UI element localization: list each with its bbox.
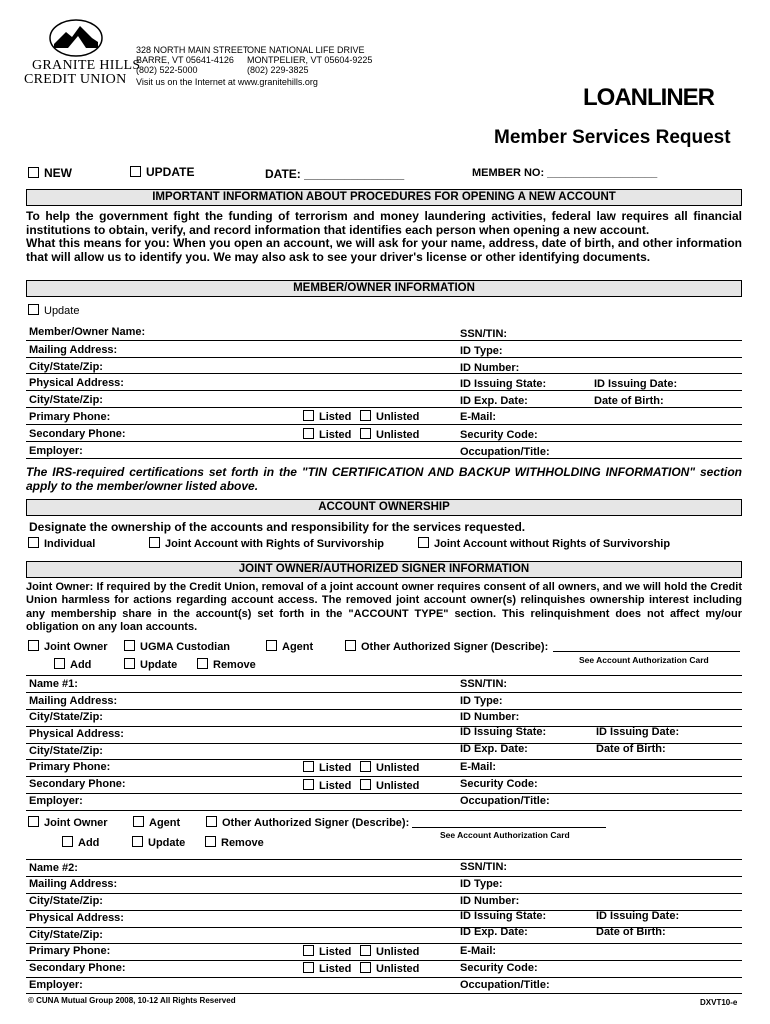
- primary-phone-label: Primary Phone:: [29, 945, 111, 957]
- secondary-unlisted-checkbox[interactable]: Unlisted: [360, 962, 419, 975]
- update-checkbox[interactable]: Update: [132, 836, 185, 849]
- page-title: Member Services Request: [494, 127, 731, 148]
- secondary-phone-label: Secondary Phone:: [29, 778, 126, 790]
- checkbox-icon: [303, 428, 314, 439]
- checkbox-icon: [62, 836, 73, 847]
- remove-checkbox[interactable]: Remove: [205, 836, 264, 849]
- mailing-address-label: Mailing Address:: [29, 344, 118, 356]
- address1-line1: 328 NORTH MAIN STREET: [136, 45, 249, 55]
- mailing-address-label: Mailing Address:: [29, 878, 118, 890]
- irs-note: The IRS-required certifications set forth in the "TIN CERTIFICATION AND BACKUP WITHHOLDING INFORMATION" section apply to the member/owner listed above.: [26, 465, 742, 493]
- checkbox-icon: [28, 304, 39, 315]
- ownership-text: Designate the ownership of the accounts and responsibility for the services requested.: [29, 520, 526, 534]
- see-card-note: See Account Authorization Card: [440, 830, 570, 840]
- name2-label: Name #2:: [29, 862, 78, 874]
- address2-line3: (802) 229-3825: [247, 65, 309, 75]
- important-heading: IMPORTANT INFORMATION ABOUT PROCEDURES FOR OPENING A NEW ACCOUNT: [26, 189, 742, 206]
- checkbox-icon: [54, 658, 65, 669]
- id-number-label: ID Number:: [460, 711, 520, 723]
- checkbox-icon: [303, 962, 314, 973]
- id-number-label: ID Number:: [460, 895, 520, 907]
- joint-without-survivorship-checkbox[interactable]: Joint Account without Rights of Survivorship: [418, 537, 670, 550]
- secondary-listed-checkbox[interactable]: Listed: [303, 779, 351, 792]
- id-type-label: ID Type:: [460, 695, 503, 707]
- checkbox-icon: [206, 816, 217, 827]
- primary-listed-checkbox[interactable]: Listed: [303, 761, 351, 774]
- physical-address-label: Physical Address:: [29, 377, 124, 389]
- ssn-label: SSN/TIN:: [460, 678, 508, 690]
- id-issuing-date-label: ID Issuing Date:: [596, 910, 680, 922]
- name1-label: Name #1:: [29, 678, 78, 690]
- checkbox-icon: [133, 816, 144, 827]
- credit-union-logo: [48, 18, 104, 58]
- checkbox-icon: [303, 945, 314, 956]
- checkbox-icon: [149, 537, 160, 548]
- mailing-address-label: Mailing Address:: [29, 695, 118, 707]
- employer-label: Employer:: [29, 979, 83, 991]
- checkbox-icon: [266, 640, 277, 651]
- checkbox-icon: [345, 640, 356, 651]
- secondary-unlisted-checkbox[interactable]: Unlisted: [360, 779, 419, 792]
- id-type-label: ID Type:: [460, 345, 503, 357]
- loanliner-logo: LOANLINER: [583, 84, 714, 111]
- member-number-field[interactable]: MEMBER NO: __________________: [472, 167, 658, 179]
- agent-checkbox[interactable]: Agent: [266, 640, 313, 653]
- agent-checkbox[interactable]: Agent: [133, 816, 180, 829]
- joint-heading: JOINT OWNER/AUTHORIZED SIGNER INFORMATION: [26, 561, 742, 578]
- checkbox-icon: [360, 761, 371, 772]
- checkbox-icon: [360, 428, 371, 439]
- update-checkbox[interactable]: Update: [124, 658, 177, 671]
- add-checkbox[interactable]: Add: [54, 658, 91, 671]
- checkbox-icon: [360, 779, 371, 790]
- member-heading: MEMBER/OWNER INFORMATION: [26, 280, 742, 297]
- checkbox-icon: [28, 167, 39, 178]
- employer-label: Employer:: [29, 445, 83, 457]
- city-state-zip-label: City/State/Zip:: [29, 895, 103, 907]
- id-exp-date-label: ID Exp. Date:: [460, 926, 528, 938]
- primary-listed-checkbox[interactable]: Listed: [303, 945, 351, 958]
- checkbox-icon: [360, 945, 371, 956]
- checkbox-icon: [303, 410, 314, 421]
- city-state-zip-label: City/State/Zip:: [29, 711, 103, 723]
- copyright: © CUNA Mutual Group 2008, 10-12 All Rights Reserved: [28, 996, 236, 1005]
- primary-unlisted-checkbox[interactable]: Unlisted: [360, 410, 419, 423]
- other-signer-checkbox[interactable]: Other Authorized Signer (Describe):: [206, 816, 409, 829]
- security-code-label: Security Code:: [460, 962, 538, 974]
- id-exp-date-label: ID Exp. Date:: [460, 395, 528, 407]
- occupation-label: Occupation/Title:: [460, 446, 550, 458]
- add-checkbox[interactable]: Add: [62, 836, 99, 849]
- city-state-zip-label: City/State/Zip:: [29, 361, 103, 373]
- security-code-label: Security Code:: [460, 778, 538, 790]
- primary-listed-checkbox[interactable]: Listed: [303, 410, 351, 423]
- id-number-label: ID Number:: [460, 362, 520, 374]
- important-paragraph: To help the government fight the funding of terrorism and money laundering activities, federal law requires all financial institutions to obtain, verify, and record information that identifies each person when opening a new account. What this means for you: When you open an account, we will ask for your name, address, date of birth, and other information that will allow us to identify you. We may also ask to see your driver's license or other identifying documents.: [26, 209, 742, 264]
- joint-owner-checkbox[interactable]: Joint Owner: [28, 816, 108, 829]
- id-issuing-date-label: ID Issuing Date:: [594, 378, 678, 390]
- checkbox-icon: [360, 410, 371, 421]
- checkbox-icon: [205, 836, 216, 847]
- id-issuing-state-label: ID Issuing State:: [460, 910, 547, 922]
- city-state-zip-label: City/State/Zip:: [29, 394, 103, 406]
- secondary-listed-checkbox[interactable]: Listed: [303, 962, 351, 975]
- joint-with-survivorship-checkbox[interactable]: Joint Account with Rights of Survivorship: [149, 537, 384, 550]
- remove-checkbox[interactable]: Remove: [197, 658, 256, 671]
- checkbox-icon: [28, 640, 39, 651]
- city-state-zip-label: City/State/Zip:: [29, 929, 103, 941]
- security-code-label: Security Code:: [460, 429, 538, 441]
- secondary-phone-label: Secondary Phone:: [29, 428, 126, 440]
- checkbox-icon: [132, 836, 143, 847]
- address2-line1: ONE NATIONAL LIFE DRIVE: [247, 45, 365, 55]
- city-state-zip-label: City/State/Zip:: [29, 745, 103, 757]
- checkbox-icon: [303, 779, 314, 790]
- primary-unlisted-checkbox[interactable]: Unlisted: [360, 761, 419, 774]
- checkbox-icon: [28, 537, 39, 548]
- address2-line2: MONTPELIER, VT 05604-9225: [247, 55, 373, 65]
- joint-owner-text: Joint Owner: If required by the Credit Union, removal of a joint account owner requires consent of all owners, and we will hold the Credit Union harmless for actions regarding account access. The removed joint account owner(s) relinquishes ownership interest including any membership share in the account(s) set forth in the "ACCOUNT TYPE" section. This relinquishment does not affect my/our obligation on any loan accounts.: [26, 581, 742, 633]
- member-update-checkbox[interactable]: Update: [28, 304, 79, 317]
- new-checkbox[interactable]: NEW: [28, 166, 72, 180]
- date-of-birth-label: Date of Birth:: [596, 926, 666, 938]
- email-label: E-Mail:: [460, 945, 497, 957]
- id-issuing-state-label: ID Issuing State:: [460, 726, 547, 738]
- member-name-label: Member/Owner Name:: [29, 326, 146, 338]
- checkbox-icon: [124, 658, 135, 669]
- checkbox-icon: [124, 640, 135, 651]
- update-checkbox[interactable]: UPDATE: [130, 165, 194, 179]
- see-card-note: See Account Authorization Card: [579, 655, 709, 665]
- id-issuing-date-label: ID Issuing Date:: [596, 726, 680, 738]
- physical-address-label: Physical Address:: [29, 912, 124, 924]
- website-text: Visit us on the Internet at www.granitehills.org: [136, 77, 318, 87]
- id-issuing-state-label: ID Issuing State:: [460, 378, 547, 390]
- date-of-birth-label: Date of Birth:: [594, 395, 664, 407]
- primary-unlisted-checkbox[interactable]: Unlisted: [360, 945, 419, 958]
- date-of-birth-label: Date of Birth:: [596, 743, 666, 755]
- secondary-unlisted-checkbox[interactable]: Unlisted: [360, 428, 419, 441]
- date-field[interactable]: DATE: _______________: [265, 167, 405, 181]
- joint-owner-checkbox[interactable]: Joint Owner: [28, 640, 108, 653]
- checkbox-icon: [360, 962, 371, 973]
- address1-line2: BARRE, VT 05641-4126: [136, 55, 234, 65]
- secondary-phone-label: Secondary Phone:: [29, 962, 126, 974]
- org-name-line1: GRANITE HILLS: [32, 58, 141, 73]
- occupation-label: Occupation/Title:: [460, 795, 550, 807]
- checkbox-icon: [130, 166, 141, 177]
- employer-label: Employer:: [29, 795, 83, 807]
- checkbox-icon: [303, 761, 314, 772]
- org-name-line2: CREDIT UNION: [24, 72, 127, 87]
- ssn-label: SSN/TIN:: [460, 328, 508, 340]
- physical-address-label: Physical Address:: [29, 728, 124, 740]
- occupation-label: Occupation/Title:: [460, 979, 550, 991]
- email-label: E-Mail:: [460, 761, 497, 773]
- other-signer-checkbox[interactable]: Other Authorized Signer (Describe):: [345, 640, 548, 653]
- ssn-label: SSN/TIN:: [460, 861, 508, 873]
- form-code: DXVT10-e: [700, 998, 738, 1007]
- address1-line3: (802) 522-5000: [136, 65, 198, 75]
- primary-phone-label: Primary Phone:: [29, 761, 111, 773]
- primary-phone-label: Primary Phone:: [29, 411, 111, 423]
- id-exp-date-label: ID Exp. Date:: [460, 743, 528, 755]
- id-type-label: ID Type:: [460, 878, 503, 890]
- ownership-heading: ACCOUNT OWNERSHIP: [26, 499, 742, 516]
- ugma-checkbox[interactable]: UGMA Custodian: [124, 640, 230, 653]
- email-label: E-Mail:: [460, 411, 497, 423]
- checkbox-icon: [28, 816, 39, 827]
- individual-checkbox[interactable]: Individual: [28, 537, 95, 550]
- checkbox-icon: [418, 537, 429, 548]
- checkbox-icon: [197, 658, 208, 669]
- secondary-listed-checkbox[interactable]: Listed: [303, 428, 351, 441]
